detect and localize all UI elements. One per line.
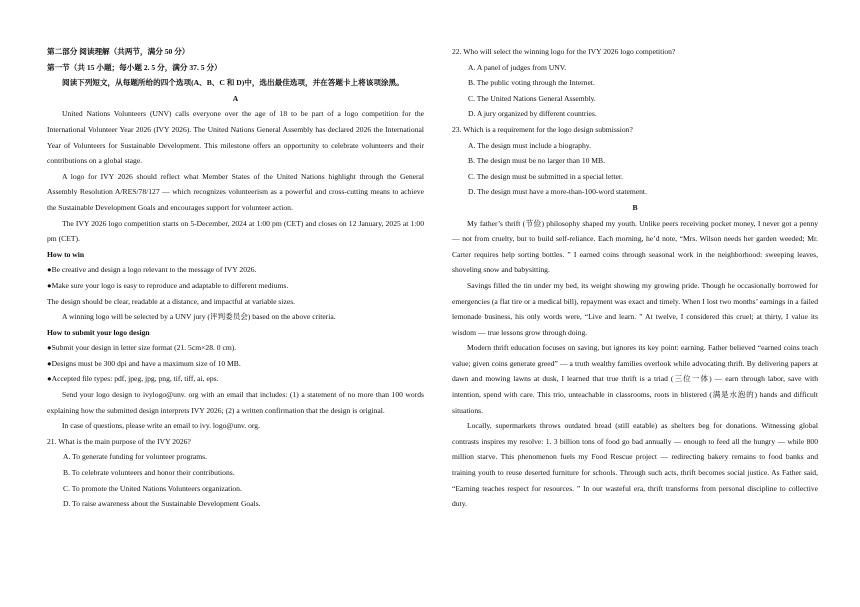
left-paragraph: B. To celebrate volunteers and honor their contributions. <box>63 468 235 478</box>
right-paragraph: 23. Which is a requirement for the logo design submission? <box>452 124 633 134</box>
right-paragraph: C. The United Nations General Assembly. <box>468 93 596 103</box>
left-paragraph: ●Make sure your logo is easy to reproduce and adaptable to different mediums. <box>47 280 289 290</box>
left-paragraph: How to win <box>47 249 85 259</box>
left-paragraph: A winning logo will be selected by a UNV jury (评判委员会) based on the above criteria. <box>62 312 336 322</box>
left-paragraph: ●Designs must be 300 dpi and have a maximum size of 10 MB. <box>47 358 241 368</box>
left-paragraph: A. To generate funding for volunteer programs. <box>63 452 207 462</box>
right-paragraph: A. The design must include a biography. <box>468 140 591 150</box>
right-paragraph: B. The public voting through the Internet. <box>468 78 595 88</box>
left-paragraph: 第一节（共 15 小题；每小题 2. 5 分，满分 37. 5 分） <box>47 62 222 72</box>
left-paragraph: 第二部分 阅读理解（共两节，满分 50 分） <box>47 47 190 56</box>
right-paragraph: 22. Who will select the winning logo for the IVY 2026 logo competition? <box>452 47 676 56</box>
left-paragraph: The IVY 2026 logo competition starts on 5-December, 2024 at 1:00 pm (CET) and closes on 12 January, 2025 at 1:00 pm (CET). <box>47 218 424 244</box>
left-paragraph: In case of questions, please write an email to ivy. logo@unv. org. <box>62 421 260 431</box>
left-column <box>47 44 424 512</box>
left-paragraph: D. To raise awareness about the Sustainable Development Goals. <box>63 499 261 509</box>
left-paragraph: The design should be clear, readable at a distance, and impactful at variable sizes. <box>47 296 296 306</box>
left-paragraph: United Nations Volunteers (UNV) calls everyone over the age of 18 to be part of a logo competition for the International Volunteer Year 2026 (IVY 2026). The United Nations General Assembly has declared 2026 the International Year of Volunteers for Sustainable Development. This milestone offers an opportunity to celebrate volunteers and their contributions on a global stage. <box>47 109 424 166</box>
right-paragraph: C. The design must be submitted in a special letter. <box>468 171 623 181</box>
left-paragraph: A <box>232 93 239 103</box>
left-paragraph: How to submit your logo design <box>47 327 150 337</box>
right-paragraph: B. The design must be no larger than 10 MB. <box>468 156 606 166</box>
right-paragraph: Modern thrift education focuses on saving, but ignores its key point: earning. Father believed “earned coins teach value; given coins generate greed” — a truth wealthy families overlook while advocating thrift. By delivering papers at dawn and mowing lawns at dusk, I learned that true thrift is a triad (三位一体) — earn through labor, save with intention, spend with care. This trio, unteachable in classrooms, roots in blistered (满是水泡的) hands and difficult situations. <box>452 343 818 415</box>
right-paragraph: A. A panel of judges from UNV. <box>468 62 567 72</box>
left-paragraph: 阅读下列短文，从每题所给的四个选项(A、B、C 和 D)中，选出最佳选项，并在答题卡上将该项涂黑。 <box>62 78 404 88</box>
left-paragraph: C. To promote the United Nations Volunteers organization. <box>63 483 242 493</box>
left-paragraph: ●Be creative and design a logo relevant to the message of IVY 2026. <box>47 265 257 275</box>
right-paragraph: B <box>632 202 638 212</box>
left-paragraph: 21. What is the main purpose of the IVY 2026? <box>47 436 191 446</box>
right-paragraph: D. The design must have a more-than-100-word statement. <box>468 187 647 197</box>
left-paragraph: Send your logo design to ivylogo@unv. org with an email that includes: (1) a statement of no more than 100 words explaining how the submitted design interprets IVY 2026; (2) a written confirmation that the design is original. <box>47 390 424 415</box>
right-paragraph: Savings filled the tin under my bed, its weight showing my growing pride. Though he occasionally borrowed for emergencies (a flat tire or a medical bill), repayment was exact and timely. When I lost two months’ earnings in a failed lemonade business, his only words were, “Live and learn. ” At twelve, I considered this cruel; at thirty, I value its wisdom — true lessons grow through doing. <box>452 280 818 337</box>
right-paragraph: My father’s thrift (节俭) philosophy shaped my youth. Unlike peers receiving pocket money, I never got a penny — not from cruelty, but to build self-reliance. Each morning, he’d note, “Mrs. Wilson needs her garden weeded; Mr. Carter requires help sorting bottles. ” I earned coins through seasonal work in the neighborhood: sweeping leaves, shoveling snow and babysitting. <box>452 218 818 275</box>
right-paragraph: Locally, supermarkets throws outdated bread (still eatable) as shelters beg for donations. Witnessing global contrasts inspires my resolve: 1. 3 billion tons of food go bad annually — enough to feed all the hungry — while 800 million starve. This phenomenon fuels my Food Rescue project — redirecting bakery remains to food banks and training youth to reuse deserted furniture for schools. Through such acts, thrift becomes social justice. As Father said, “Earning teaches respect for resources. ” In our wasteful era, thrift transforms from personal discipline to collective duty. <box>452 421 818 509</box>
right-paragraph: D. A jury organized by different countries. <box>468 109 597 119</box>
left-paragraph: ●Accepted file types: pdf, jpeg, jpg, png, tif, tiff, ai, eps. <box>47 374 219 384</box>
left-paragraph: A logo for IVY 2026 should reflect what Member States of the United Nations highlight through the General Assembly Resolution A/RES/78/127 — which recognizes volunteerism as a powerful and cross-cutting means to achieve the Sustainable Development Goals and encourages support for volunteer action. <box>47 171 424 212</box>
left-paragraph: ●Submit your design in letter size format (21. 5cm×28. 0 cm). <box>47 343 237 353</box>
right-column <box>452 44 818 512</box>
